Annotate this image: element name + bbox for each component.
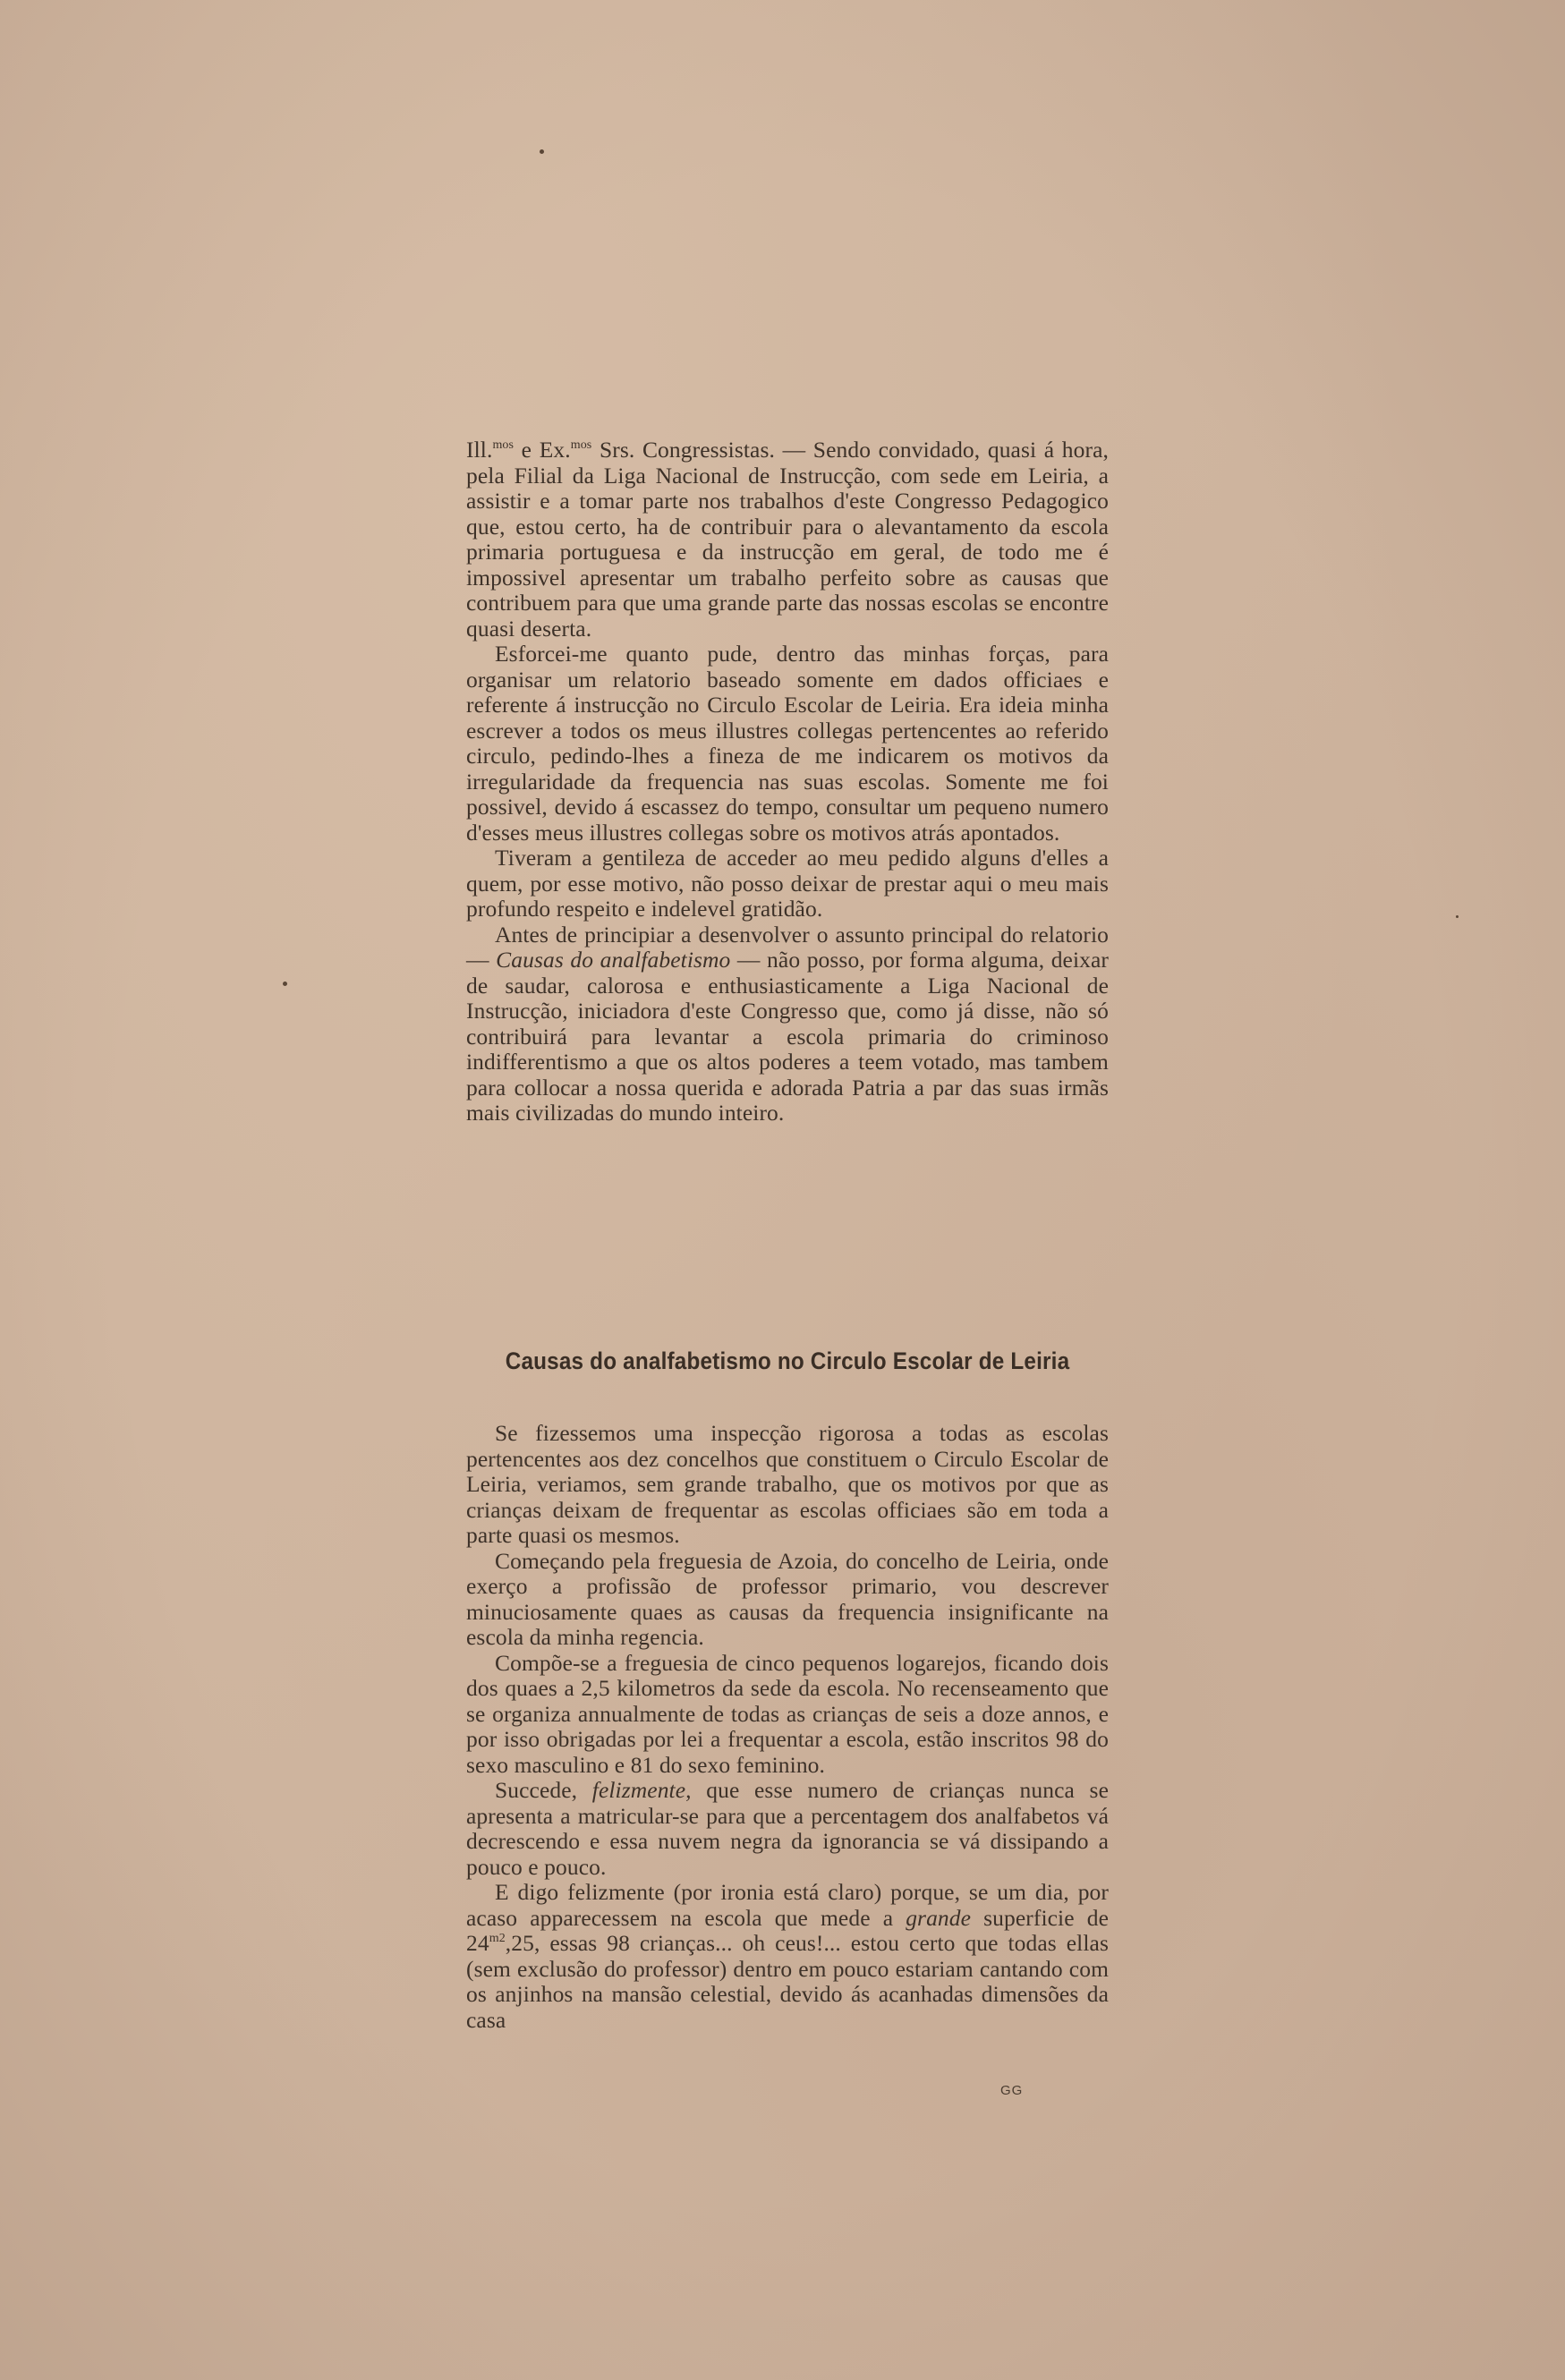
salutation-superscript: mos [570, 438, 592, 452]
section-paragraph-5 [466, 1880, 1109, 2033]
section-paragraph-3: Compõe-se a freguesia de cinco pequenos logarejos, ficando dois dos quaes a 2,5 kilometros da sede da escola. No recenseamento que se organiza annualmente de todas as crianças de seis a doze annos, e por isso obrigadas por lei a frequentar a escola, estão inscritos 98 do sexo masculino e 81 do sexo feminino. [466, 1649, 1109, 1778]
italic-word: grande [906, 1904, 972, 1931]
section-paragraph-5-text: E digo felizmente (por ironia está claro) porque, se um dia, por acaso apparecessem na escola que mede a [466, 1879, 1109, 1931]
section-paragraph-5-text: ,25, essas 98 crianças... oh ceus!... estou certo que todas ellas (sem exclusão do professor) dentro em pouco estariam cantando com os anjinhos na mansão celestial, devido ás acanhadas dimensões da casa [466, 1930, 1109, 2033]
section-heading: Causas do analfabetismo no Circulo Escolar de Leiria [505, 1347, 1070, 1374]
paper-speck [1456, 915, 1459, 918]
section-paragraph-1: Se fizessemos uma inspecção rigorosa a todas as escolas pertencentes aos dez concelhos que constituem o Circulo Escolar de Leiria, veriamos, sem grande trabalho, que os motivos por que as crianças deixam de frequentar as escolas officiaes são em toda a parte quasi os mesmos. [466, 1420, 1109, 1548]
section-paragraph-4-text: que esse numero de crianças nunca se apresenta a matricular-se para que a percentagem dos analfabetos vá decrescendo e essa nuvem negra da ignorancia se vá dissipando a pouco e pouco. [466, 1777, 1109, 1880]
intro-paragraph-4-text: — não posso, por forma alguma, deixar de saudar, calorosa e enthusiasticamente a Liga Nacional de Instrucção, iniciadora d'este Congresso que, como já disse, não só contribuirá para levantar a escola primaria do criminoso indifferentismo a que os altos poderes a teem votado, mas tambem para collocar a nossa querida e adorada Patria a par das suas irmãs mais civilizadas do mundo inteiro. [466, 947, 1110, 1126]
salutation-superscript: mos [492, 438, 515, 452]
unit-superscript: m2 [489, 1932, 506, 1945]
section-paragraph-4-text: Succede, [495, 1777, 592, 1803]
salutation-text: Ill. [466, 437, 493, 463]
paper-speck [283, 982, 287, 986]
section-paragraph-4 [466, 1778, 1109, 1880]
intro-paragraph-4-text: Antes de principiar a desenvolver o assunto principal do relatorio — [466, 921, 1109, 973]
intro-paragraph-3: Tiveram a gentileza de acceder ao meu pedido alguns d'elles a quem, por esse motivo, não posso deixar de prestar aqui o meu mais profundo respeito e indelevel gratidão. [466, 845, 1109, 922]
italic-word: felizmente, [591, 1777, 692, 1803]
paper-speck [540, 149, 544, 154]
signature-mark: GG [1000, 2083, 1024, 2098]
intro-paragraph-1-text: Srs. Congressistas. — Sendo convidado, quasi á hora, pela Filial da Liga Nacional de Instrucção, com sede em Leiria, a assistir e a tomar parte nos trabalhos d'este Congresso Pedagogico que, estou certo, ha de contribuir para o alevantamento da escola primaria portuguesa e da instrucção em geral, de todo me é impossivel apresentar um trabalho perfeito sobre as causas que contribuem para que uma grande parte das nossas escolas se encontre quasi deserta. [466, 437, 1109, 642]
section-paragraph-2: Começando pela freguesia de Azoia, do concelho de Leiria, onde exerço a profissão de professor primario, vou descrever minuciosamente quaes as causas da frequencia insignificante na escola da minha regencia. [466, 1547, 1109, 1650]
intro-paragraph-2: Esforcei-me quanto pude, dentro das minhas forças, para organisar um relatorio baseado somente em dados officiaes e referente á instrucção no Circulo Escolar de Leiria. Era ideia minha escrever a todos os meus illustres collegas pertencentes ao referido circulo, pedindo-lhes a fineza de me indicarem os motivos da irregularidade da frequencia nas suas escolas. Somente me foi possivel, devido á escassez do tempo, consultar um pequeno numero d'esses meus illustres collegas sobre os motivos atrás apontados. [466, 641, 1109, 846]
section-paragraph-5-text: superficie de 24 [466, 1904, 1110, 1956]
intro-paragraph-1 [466, 438, 1109, 642]
salutation-text: e Ex. [514, 437, 571, 463]
italic-title: Causas do analfabetismo [496, 947, 731, 973]
intro-section [466, 438, 1109, 1126]
intro-paragraph-4 [466, 922, 1109, 1126]
main-section [466, 1421, 1109, 2033]
